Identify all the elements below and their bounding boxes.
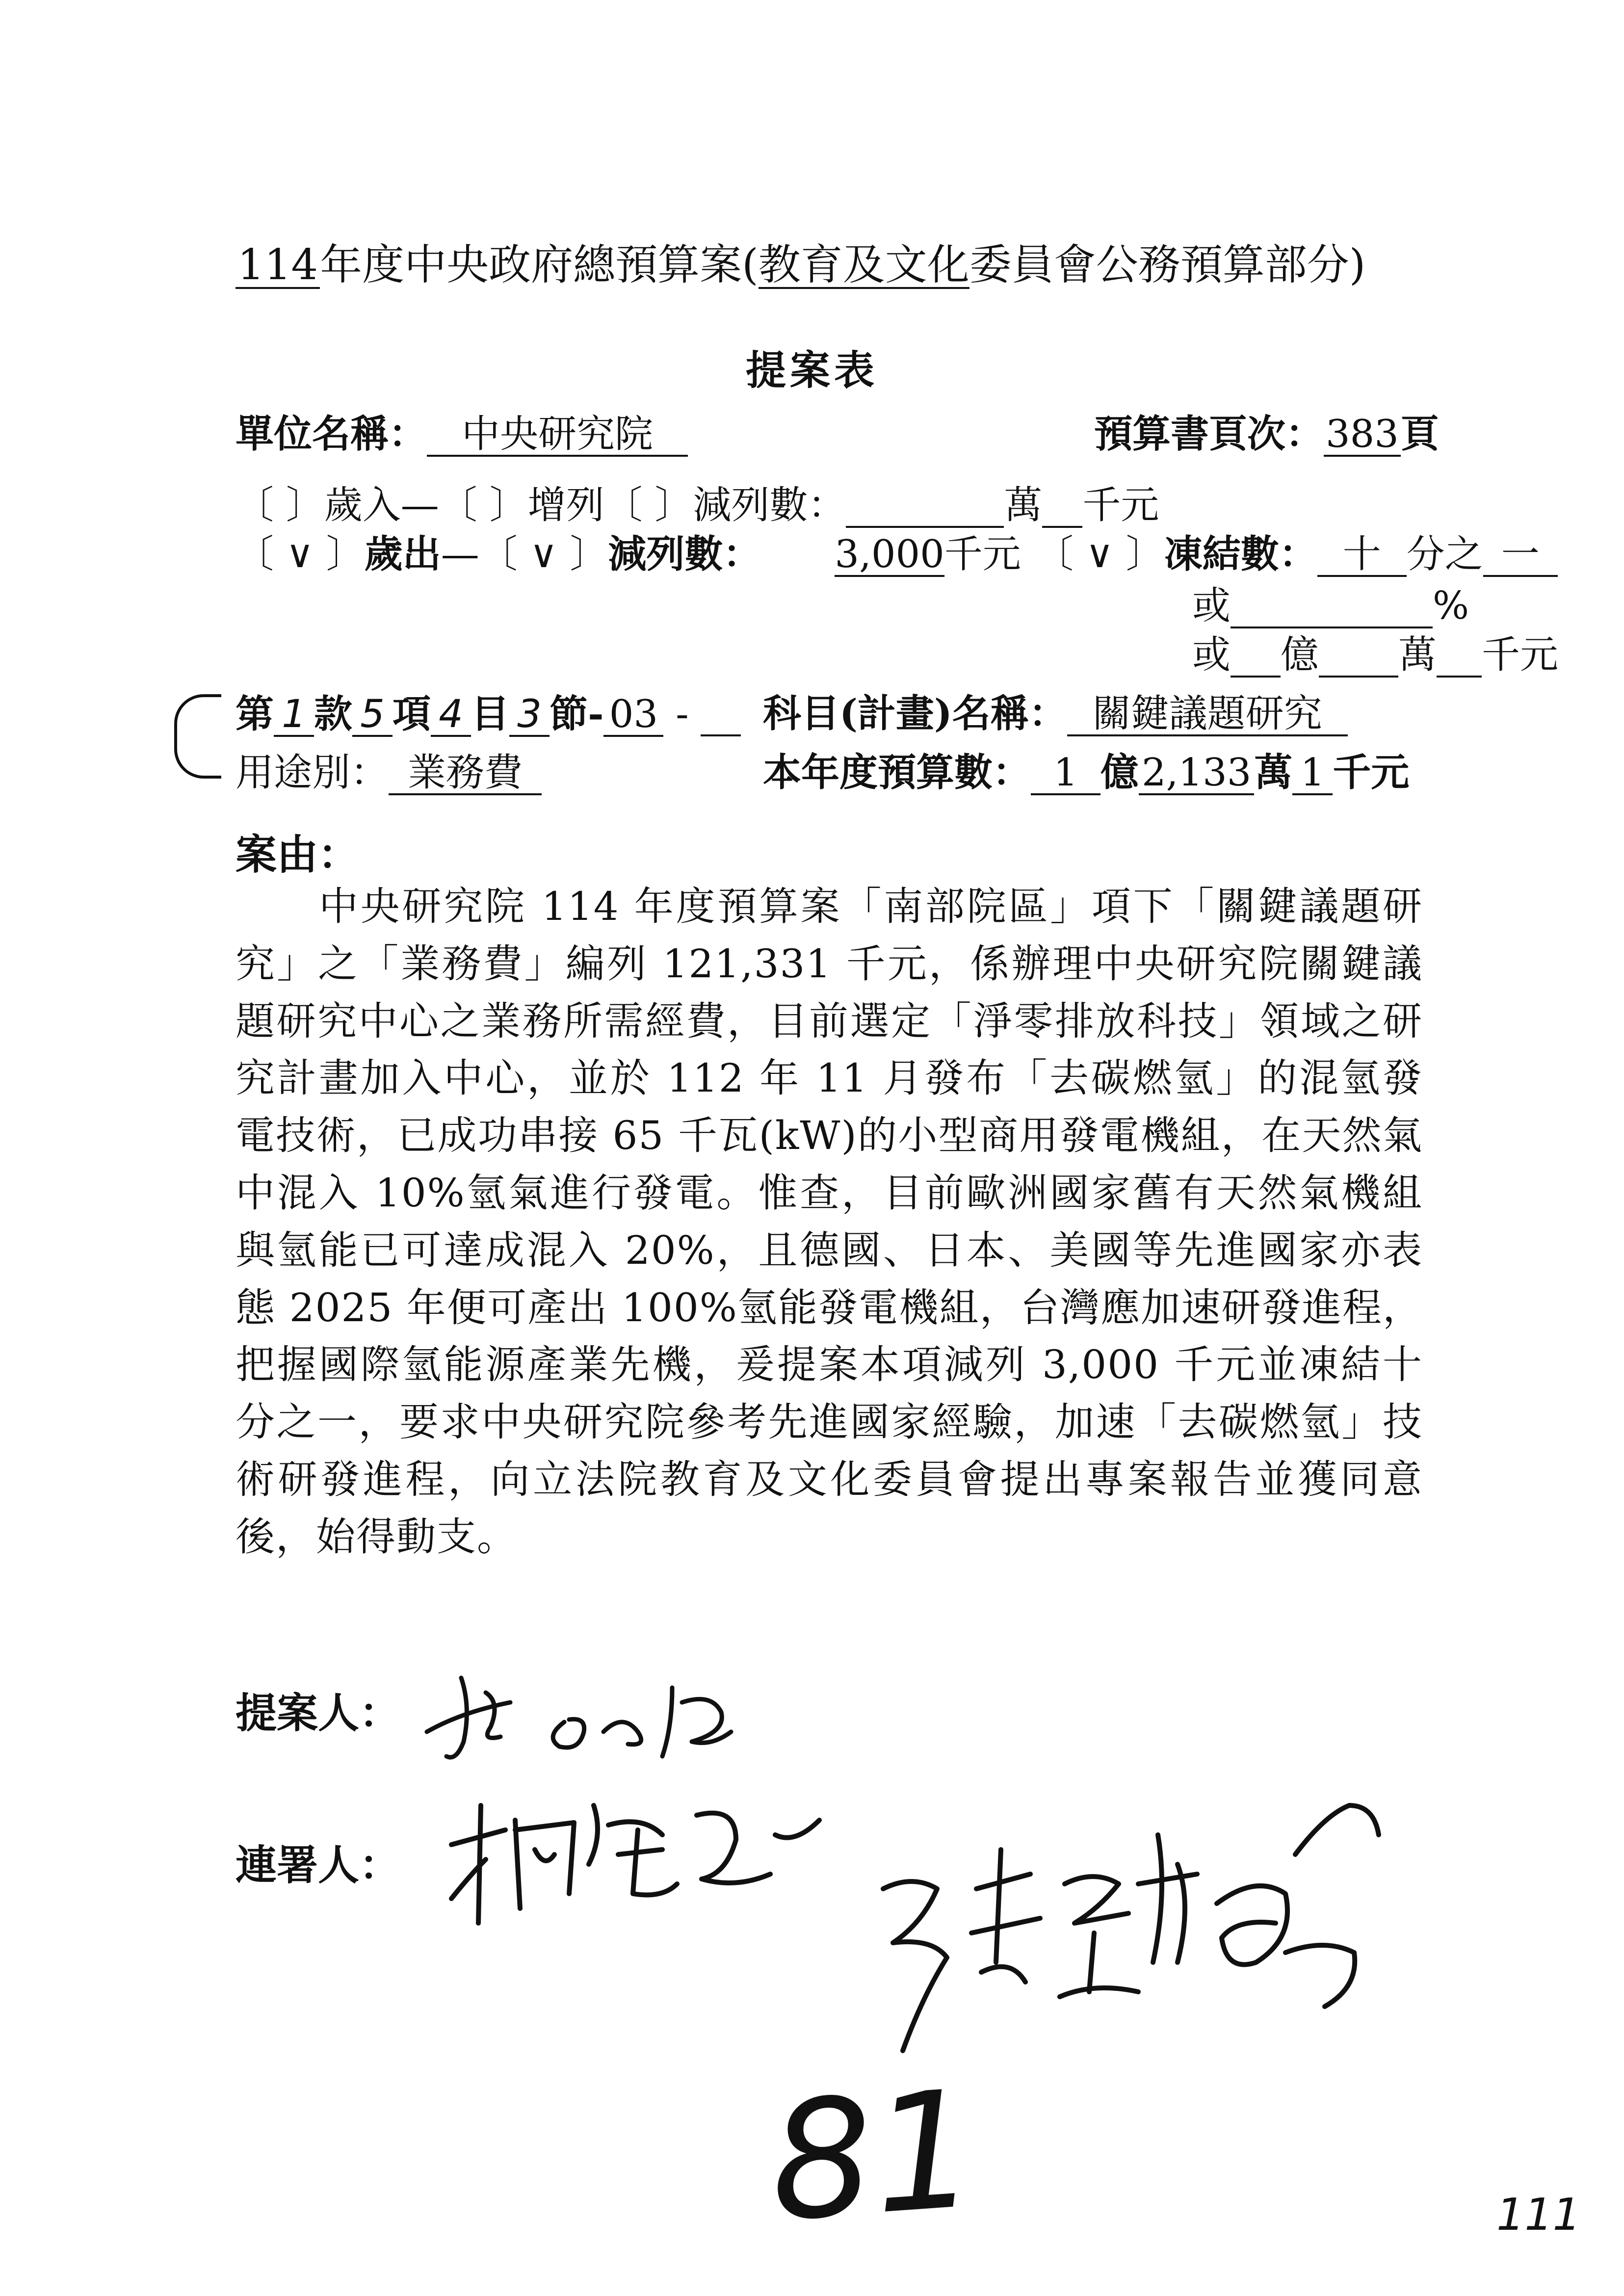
reason-paragraph bbox=[236, 878, 1423, 1566]
freeze-fraction: 分之 bbox=[1406, 532, 1483, 576]
freeze-label: 凍結數： bbox=[1164, 532, 1317, 576]
freeze-amount-row bbox=[1192, 635, 1558, 678]
revenue-amount-blank bbox=[846, 486, 1004, 528]
freeze-wan: 萬 bbox=[1398, 633, 1437, 677]
cosigner-label: 連署人： bbox=[236, 1841, 401, 1889]
annual-budget-wan-no: 2,133 bbox=[1139, 753, 1254, 795]
freeze-wan-blank bbox=[1319, 635, 1398, 678]
title-part2: 委員會公務預算部分) bbox=[969, 240, 1366, 289]
item-code-row bbox=[236, 694, 741, 737]
item-bracket bbox=[174, 694, 221, 779]
item-mu-no: 4 bbox=[431, 695, 471, 737]
expense-label: 歲出 bbox=[364, 532, 441, 576]
freeze-percent: % bbox=[1433, 584, 1469, 628]
item-mu: 目 bbox=[471, 692, 510, 736]
item-extra-blank bbox=[701, 694, 741, 736]
cosigner-signature-2 bbox=[864, 1776, 1403, 2080]
expense-reduce-label: 減列數： bbox=[608, 532, 761, 576]
title-year: 114 bbox=[236, 243, 320, 289]
expense-dash: —〔 ∨ 〕 bbox=[441, 532, 608, 576]
freeze-row bbox=[1035, 532, 1558, 577]
unit-label: 單位名稱： bbox=[236, 412, 427, 456]
document-title bbox=[236, 231, 1365, 291]
purpose-row bbox=[236, 753, 542, 795]
expense-unit: 千元 bbox=[944, 532, 1021, 576]
form-subtitle: 提案表 bbox=[745, 347, 878, 394]
revenue-row bbox=[236, 483, 1159, 528]
item-kuan-no: 1 bbox=[274, 695, 314, 737]
freeze-thousand: 千元 bbox=[1482, 633, 1559, 677]
corner-mark: 111 bbox=[1496, 2189, 1581, 2241]
reason-label: 案由： bbox=[236, 830, 360, 879]
annual-budget-thousand-no: 1 bbox=[1292, 753, 1333, 795]
budget-page-label: 預算書頁次： bbox=[1094, 412, 1324, 456]
project-row bbox=[763, 691, 1348, 736]
freeze-or-1: 或 bbox=[1192, 584, 1231, 628]
freeze-percent-blank bbox=[1231, 586, 1433, 628]
unit-value: 中央研究院 bbox=[427, 415, 688, 457]
annual-budget-label: 本年度預算數： bbox=[763, 750, 1031, 795]
budget-page-row bbox=[1094, 412, 1439, 457]
reason-text: 中央研究院 114 年度預算案「南部院區」項下「關鍵議題研究」之「業務費」編列 121,331 千元，係辦理中央研究院關鍵議題研究中心之業務所需經費，目前選定「淨零排放科技」領域之研究計畫加入中心，並於 112 年 11 月發布「去碳燃氫」的混氫發電技術，已成功串接 65 千瓦(kW)的小型商用發電機組，在天然氣中混入 10%氫氣進行發電。惟查，目前歐洲國家舊有天然氣機組與氫能已可達成混入 20%，且德國、日本、美國等先進國家亦表態 2025 年便可產出 100%氫能發電機組，台灣應加速研發進程，把握國際氫能源產業先機，爰提案本項減列 3,000 千元並凍結十分之一，要求中央研究院參考先進國家經驗，加速「去碳燃氫」技術研發進程，向立法院教育及文化委員會提出專案報告並獲同意後，始得動支。 bbox=[236, 884, 1423, 1560]
item-sub-no: 03 bbox=[603, 695, 663, 737]
unit-row bbox=[236, 412, 688, 457]
annual-budget-row bbox=[763, 750, 1410, 795]
expense-prefix: 〔 ∨ 〕 bbox=[236, 532, 365, 576]
revenue-thousand-blank bbox=[1042, 486, 1082, 528]
annual-budget-thousand: 千元 bbox=[1333, 750, 1410, 795]
freeze-denominator: 一 bbox=[1483, 535, 1558, 577]
item-di: 第 bbox=[236, 692, 274, 736]
freeze-yi-blank bbox=[1231, 635, 1281, 678]
proposer-signature bbox=[417, 1658, 760, 1776]
budget-page-value: 383 bbox=[1324, 415, 1401, 457]
freeze-or-2: 或 bbox=[1192, 633, 1231, 677]
item-jie: 節- bbox=[550, 692, 604, 736]
purpose-value: 業務費 bbox=[389, 753, 542, 795]
project-value: 關鍵議題研究 bbox=[1067, 694, 1348, 736]
freeze-thousand-blank bbox=[1437, 635, 1482, 678]
annual-budget-yi: 億 bbox=[1100, 750, 1139, 795]
expense-row bbox=[236, 532, 1021, 577]
freeze-yi: 億 bbox=[1281, 633, 1319, 677]
purpose-label: 用途別： bbox=[236, 751, 389, 795]
item-sep: - bbox=[663, 692, 701, 736]
title-part1: 年度中央政府總預算案( bbox=[320, 240, 759, 289]
proposer-label: 提案人： bbox=[236, 1689, 401, 1737]
title-committee: 教育及文化 bbox=[758, 240, 969, 289]
project-label: 科目(計畫)名稱： bbox=[763, 691, 1067, 736]
item-jie-no: 3 bbox=[509, 695, 550, 737]
freeze-prefix: 〔 ∨ 〕 bbox=[1035, 532, 1164, 576]
revenue-wan: 萬 bbox=[1004, 483, 1043, 527]
cosigner-signature-1 bbox=[432, 1776, 834, 1938]
annual-budget-wan: 萬 bbox=[1254, 750, 1293, 795]
item-kuan: 款 bbox=[314, 692, 353, 736]
item-xiang-no: 5 bbox=[352, 695, 393, 737]
budget-page-suffix: 頁 bbox=[1400, 412, 1439, 456]
item-xiang: 項 bbox=[393, 692, 431, 736]
freeze-numerator: 十 bbox=[1317, 535, 1407, 577]
freeze-percent-row bbox=[1192, 586, 1469, 628]
revenue-thousand: 千元 bbox=[1082, 483, 1159, 527]
page-number: 81 bbox=[764, 2055, 983, 2258]
expense-amount: 3,000 bbox=[835, 532, 944, 576]
revenue-text: 〔 〕歲入—〔 〕增列〔 〕減列數： bbox=[236, 483, 846, 527]
annual-budget-yi-no: 1 bbox=[1031, 753, 1100, 795]
